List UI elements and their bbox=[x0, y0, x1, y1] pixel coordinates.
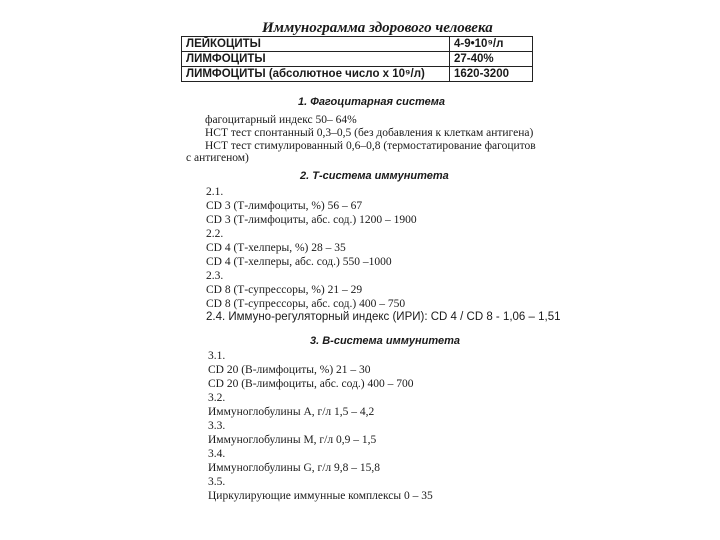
text-line: Иммуноглобулины G, г/л 9,8 – 15,8 bbox=[208, 462, 381, 474]
table-cell-name: ЛИМФОЦИТЫ (абсолютное число х 10⁹/л) bbox=[182, 67, 450, 82]
text-line: CD 3 (Т-лимфоциты, абс. сод.) 1200 – 1900 bbox=[206, 214, 417, 226]
section-title-t-system: 2. Т-система иммунитета bbox=[300, 170, 449, 182]
table-cell-name: ЛИМФОЦИТЫ bbox=[182, 52, 450, 67]
text-line: 2.4. Иммуно-регуляторный индекс (ИРИ): CD 4 / CD 8 - 1,06 – 1,51 bbox=[206, 311, 561, 323]
text-line: CD 20 (В-лимфоциты, абс. сод.) 400 – 700 bbox=[208, 378, 414, 390]
text-line: CD 20 (В-лимфоциты, %) 21 – 30 bbox=[208, 364, 371, 376]
text-line: CD 4 (Т-хелперы, %) 28 – 35 bbox=[206, 242, 346, 254]
text-line: 3.1. bbox=[208, 350, 226, 362]
text-line: CD 8 (Т-супрессоры, абс. сод.) 400 – 750 bbox=[206, 298, 406, 310]
text-line: 3.5. bbox=[208, 476, 226, 488]
table-cell-value: 27-40% bbox=[450, 52, 533, 67]
text-line: Иммуноглобулины А, г/л 1,5 – 4,2 bbox=[208, 406, 375, 418]
text-line: фагоцитарный индекс 50– 64% bbox=[205, 114, 357, 126]
table-row bbox=[182, 52, 533, 67]
text-line: 3.2. bbox=[208, 392, 226, 404]
summary-table bbox=[181, 36, 533, 82]
text-line: CD 3 (Т-лимфоциты, %) 56 – 67 bbox=[206, 200, 363, 212]
table-cell-value: 1620-3200 bbox=[450, 67, 533, 82]
text-line: НСТ тест спонтанный 0,3–0,5 (без добавления к клеткам антигена) bbox=[205, 127, 534, 139]
text-line: CD 4 (Т-хелперы, абс. сод.) 550 –1000 bbox=[206, 256, 392, 268]
text-line: Циркулирующие иммунные комплексы 0 – 35 bbox=[208, 490, 433, 502]
text-line: НСТ тест стимулированный 0,6–0,8 (термостатирование фагоцитов bbox=[205, 140, 536, 152]
section-title-b-system: 3. В-система иммунитета bbox=[310, 335, 460, 347]
table-row bbox=[182, 67, 533, 82]
text-line: CD 8 (Т-супрессоры, %) 21 – 29 bbox=[206, 284, 363, 296]
text-line: с антигеном) bbox=[186, 152, 249, 164]
section-title-phagocytic: 1. Фагоцитарная система bbox=[298, 96, 445, 108]
table-row bbox=[182, 37, 533, 52]
text-line: Иммуноглобулины М, г/л 0,9 – 1,5 bbox=[208, 434, 377, 446]
text-line: 2.1. bbox=[206, 186, 224, 198]
table-cell-value: 4-9•10⁹/л bbox=[450, 37, 533, 52]
text-line: 3.3. bbox=[208, 420, 226, 432]
text-line: 2.3. bbox=[206, 270, 224, 282]
text-line: 3.4. bbox=[208, 448, 226, 460]
document-title: Иммунограмма здорового человека bbox=[262, 20, 493, 36]
text-line: 2.2. bbox=[206, 228, 224, 240]
table-cell-name: ЛЕЙКОЦИТЫ bbox=[182, 37, 450, 52]
